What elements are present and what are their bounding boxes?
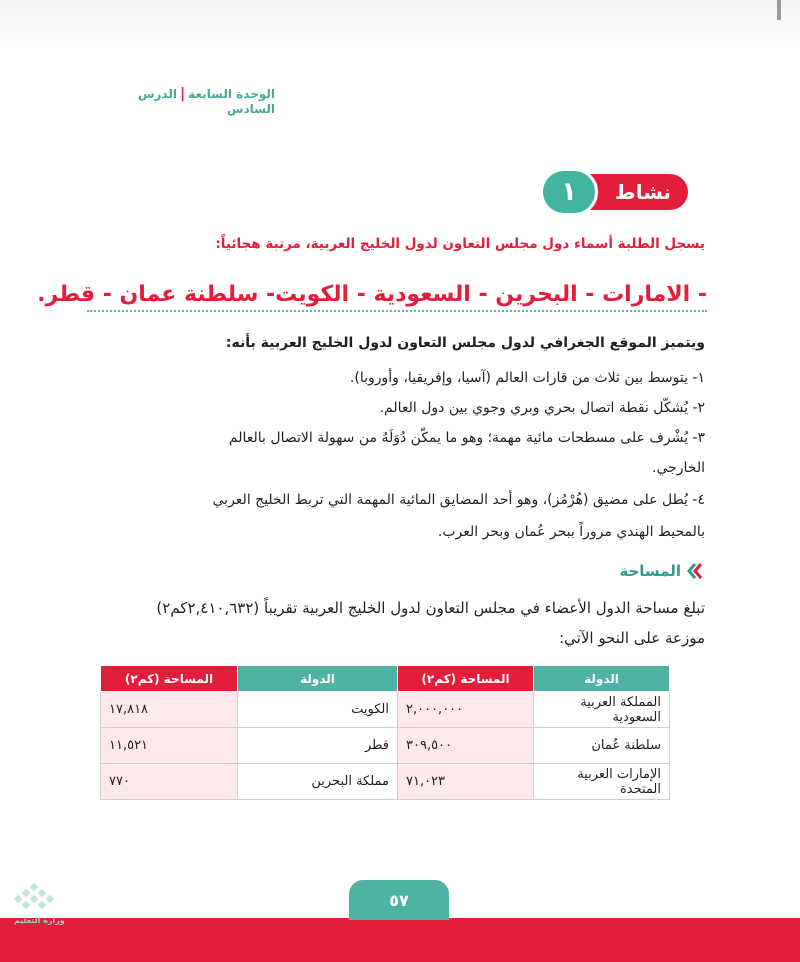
area-text: تبلغ مساحة الدول الأعضاء في مجلس التعاون لدول الخليج العربية تقريباً (٢,٤١٠,٦٣٢كم٢) bbox=[156, 599, 705, 617]
area-cell: ٧١,٠٢٣ bbox=[398, 764, 534, 800]
header-country-1: الدولة bbox=[534, 666, 670, 692]
page-number: ٥٧ bbox=[349, 880, 449, 920]
area-table bbox=[100, 665, 670, 800]
area-cell: ٢,٠٠٠,٠٠٠ bbox=[398, 692, 534, 728]
top-bar bbox=[0, 0, 800, 44]
area-cell: ١١,٥٢١ bbox=[101, 728, 238, 764]
location-item-3-cont: الخارجي. bbox=[652, 460, 705, 476]
breadcrumb bbox=[95, 86, 275, 116]
separator: | bbox=[179, 86, 186, 102]
area-cell: ٧٧٠ bbox=[101, 764, 238, 800]
area-title: المساحة bbox=[619, 562, 681, 580]
lesson-label: الدرس السادس bbox=[137, 87, 275, 116]
area-cell: ٣٠٩,٥٠٠ bbox=[398, 728, 534, 764]
answer-text: - الامارات - البحرين - السعودية - الكويت- سلطنة عمان - قطر. bbox=[87, 278, 707, 312]
table-row bbox=[101, 764, 670, 800]
location-intro: ويتميز الموقع الجغرافي لدول مجلس التعاون لدول الخليج العربية بأنه: bbox=[225, 335, 705, 351]
country-cell: الكويت bbox=[238, 692, 398, 728]
table-header-row bbox=[101, 666, 670, 692]
double-chevron-icon bbox=[685, 561, 705, 581]
instruction-text: يسجل الطلبة أسماء دول مجلس التعاون لدول الخليج العربية، مرتبة هجائياً: bbox=[215, 236, 705, 252]
header-area-1: المساحة (كم٢) bbox=[398, 666, 534, 692]
unit-label: الوحدة السابعة bbox=[188, 87, 275, 101]
footer-bar bbox=[0, 918, 800, 962]
header-country-2: الدولة bbox=[238, 666, 398, 692]
location-item-1: ١- يتوسط بين ثلاث من قارات العالم (آسيا، وإفريقيا، وأوروبا). bbox=[349, 370, 705, 386]
location-item-4: ٤- يُطل على مضيق (هُرْمُز)، وهو أحد المضايق المائية المهمة التي تربط الخليج العربي bbox=[212, 492, 705, 508]
top-pin bbox=[777, 0, 781, 20]
activity-number: ١ bbox=[540, 168, 598, 216]
table-row bbox=[101, 728, 670, 764]
activity-badge bbox=[540, 168, 690, 216]
country-cell: الإمارات العربية المتحدة bbox=[534, 764, 670, 800]
area-cell: ١٧,٨١٨ bbox=[101, 692, 238, 728]
country-cell: المملكة العربية السعودية bbox=[534, 692, 670, 728]
location-item-2: ٢- يُشكّل نقطة اتصال بحري وبري وجوي بين دول العالم. bbox=[379, 400, 705, 416]
country-cell: قطر bbox=[238, 728, 398, 764]
area-section-title bbox=[505, 559, 705, 583]
header-area-2: المساحة (كم٢) bbox=[101, 666, 238, 692]
location-item-4-cont: بالمحيط الهندي مروراً ببحر عُمان وبحر العرب. bbox=[437, 524, 705, 540]
activity-label: نشاط bbox=[588, 174, 688, 210]
country-cell: مملكة البحرين bbox=[238, 764, 398, 800]
ministry-logo-text: وزارة التعليم bbox=[14, 916, 65, 925]
country-cell: سلطنة عُمان bbox=[534, 728, 670, 764]
area-text-cont: موزعة على النحو الآتي: bbox=[559, 629, 705, 647]
location-item-3: ٣- يُشْرف على مسطحات مائية مهمة؛ وهو ما يمكّن دُوَلَهُ من سهولة الاتصال بالعالم bbox=[228, 430, 705, 446]
table-row bbox=[101, 692, 670, 728]
